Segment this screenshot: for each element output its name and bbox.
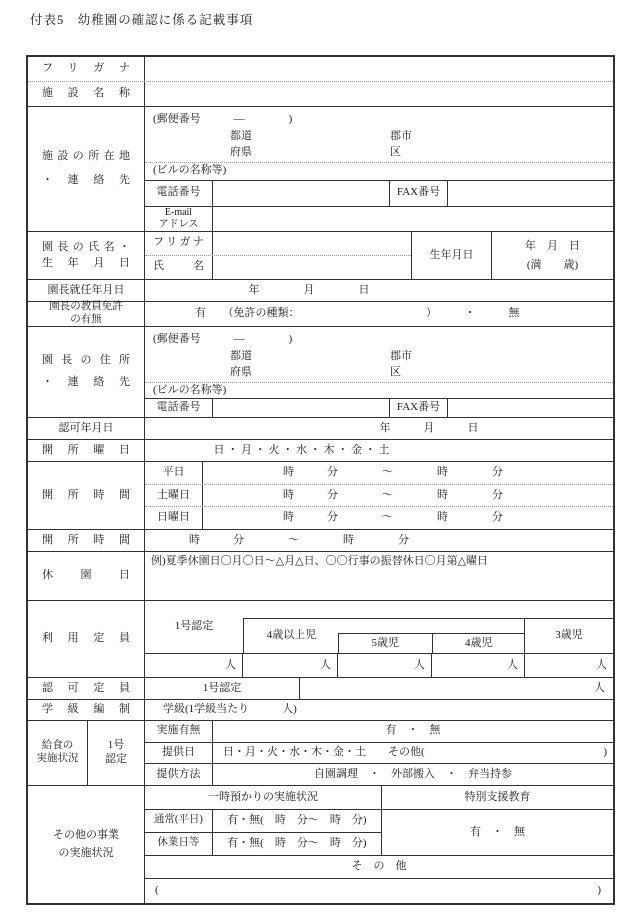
capacity-type1-count[interactable]: 人 [145, 654, 243, 678]
facility-building-cell[interactable]: (ビルの名称等) [145, 163, 613, 181]
director-furigana-input[interactable] [213, 232, 411, 255]
label-open-days: 開所曜日 [28, 440, 145, 461]
facility-fax-input[interactable] [448, 181, 613, 206]
director-fax-label: FAX番号 [390, 399, 448, 417]
open-days-input[interactable]: 日 ・ 月 ・ 火 ・ 水 ・ 木 ・ 金 ・ 土 [213, 443, 390, 456]
label-meal-type1: 1号 認定 [88, 721, 145, 785]
meal-days-input[interactable]: 日・月・火・水・木・金・土 その他( ) [223, 746, 607, 759]
capacity-type1-header: 1号認定 [174, 620, 214, 633]
open-hours-input[interactable]: 時 分 ～ 時 分 [189, 533, 409, 546]
row-director-appointment [28, 280, 613, 302]
facility-email-label: E-mail アドレス [145, 207, 213, 231]
other-input[interactable]: ( ) [155, 884, 601, 897]
label-director-appointment: 園長就任年月日 [28, 280, 145, 301]
label-teaching-license: 園長の教員免許 の有無 [28, 302, 145, 326]
facility-tel-label: 電話番号 [145, 181, 213, 206]
director-fax-input[interactable] [448, 399, 613, 417]
row-class-organization [28, 700, 613, 721]
capacity-age4-header: 4歳児 [465, 637, 493, 650]
facility-address-area[interactable] [145, 107, 613, 163]
director-building-cell[interactable]: (ビルの名称等) [145, 383, 613, 400]
director-birthdate-input[interactable]: 年 月 日 (満 歳) [525, 239, 580, 271]
director-name-input[interactable] [213, 256, 411, 279]
capacity-age5-header: 5歳児 [339, 634, 433, 654]
label-meal-service: 給食の 実施状況 [28, 721, 88, 785]
sunday-hours-input[interactable]: 時 分 ～ 時 分 [283, 511, 503, 524]
city-label: 郡市 区 [390, 130, 412, 158]
special-support-header: 特別支援教育 [464, 790, 531, 803]
furigana-input-cell[interactable] [145, 57, 613, 81]
approved-capacity-type1: 1号認定 [145, 678, 300, 699]
row-approved-capacity [28, 678, 613, 700]
teaching-license-input[interactable]: 有 （免許の種類： ） ・ 無 [195, 307, 520, 320]
class-organization-input[interactable]: 学級(1学級当たり 人) [163, 703, 297, 716]
row-open-days [28, 440, 613, 462]
capacity-age4plus-group [243, 618, 525, 653]
capacity-grid [145, 601, 613, 677]
capacity-age3-header: 3歳児 [525, 618, 613, 653]
block-facility-address [28, 107, 613, 232]
director-address-area[interactable] [145, 327, 613, 383]
approved-capacity-count[interactable]: 人 [594, 681, 605, 694]
label-class-organization: 学級編制 [28, 700, 145, 720]
facility-fax-label: FAX番号 [390, 181, 448, 206]
label-closed-days: 休園日 [28, 552, 145, 600]
weekday-label: 平日 [145, 462, 203, 484]
director-tel-label: 電話番号 [145, 399, 213, 417]
row-closed-days [28, 552, 613, 601]
director-birthdate-label: 生年月日 [412, 232, 492, 279]
normal-weekday-label: 通常(平日) [145, 810, 213, 832]
facility-name-input-cell[interactable] [145, 82, 613, 106]
director-name-label: 氏名 [145, 256, 213, 279]
approval-date-input[interactable]: 年 月 日 [379, 421, 479, 434]
holiday-input[interactable]: 有・無( 時 分～ 時 分) [227, 836, 367, 849]
facility-email-input[interactable] [213, 207, 613, 231]
kindergarten-form-table [26, 55, 615, 905]
label-furigana: フリガナ [28, 57, 145, 81]
label-approved-capacity: 認可定員 [28, 678, 145, 699]
director-tel-input[interactable] [213, 399, 390, 417]
prefecture-label: 都道 府県 [230, 130, 252, 158]
page-title: 付表5 幼稚園の確認に係る記載事項 [30, 13, 254, 27]
label-director-address: 園長の住所 ・連絡先 [28, 327, 145, 417]
normal-weekday-input[interactable]: 有・無( 時 分～ 時 分) [227, 813, 367, 826]
row-open-hours-single [28, 530, 613, 552]
block-open-hours [28, 462, 613, 530]
other-header: そ の 他 [145, 856, 613, 879]
row-furigana [28, 57, 613, 82]
director-furigana-label: フリガナ [145, 232, 213, 255]
block-meal-service [28, 721, 613, 786]
weekday-hours-input[interactable]: 時 分 ～ 時 分 [283, 465, 503, 478]
temporary-care-header: 一時預かりの実施状況 [145, 786, 382, 809]
special-support-input[interactable]: 有 ・ 無 [470, 825, 525, 838]
row-facility-name [28, 82, 613, 107]
capacity-age3-count[interactable]: 人 [596, 659, 607, 672]
row-teaching-license [28, 302, 613, 327]
saturday-label: 土曜日 [145, 485, 203, 507]
block-other-services [28, 786, 613, 903]
capacity-counts-row [145, 653, 613, 678]
label-facility-name: 施設名称 [28, 82, 145, 106]
label-open-hours: 開所時間 [28, 462, 145, 529]
meal-method-label: 提供方法 [145, 764, 213, 785]
label-open-hours-2: 開所時間 [28, 530, 145, 551]
block-director-name [28, 232, 613, 280]
facility-tel-input[interactable] [213, 181, 390, 206]
label-approval-date: 認可年月日 [28, 418, 145, 439]
holiday-label: 休業日等 [145, 833, 213, 855]
prefecture-label-2: 都道 府県 [230, 350, 252, 378]
row-approval-date [28, 418, 613, 440]
capacity-subheader-row [338, 633, 525, 654]
meal-method-input[interactable]: 自園調理 ・ 外部搬入 ・ 弁当持参 [314, 767, 512, 780]
sunday-label: 日曜日 [145, 507, 203, 529]
meal-days-label: 提供日 [145, 743, 213, 764]
closed-days-input[interactable]: 例)夏季休園日〇月〇日～△月△日、〇〇行事の振替休日〇月第△曜日 [151, 555, 489, 567]
label-other-services: その他の事業 の実施状況 [28, 786, 145, 903]
director-appointment-input[interactable]: 年 月 日 [248, 283, 370, 296]
postal-code-label-2: (郵便番号 ― ) [153, 333, 293, 345]
block-capacity [28, 601, 613, 678]
capacity-age4plus-header: 4歳以上児 [266, 629, 317, 642]
block-director-address [28, 327, 613, 418]
city-label-2: 郡市 区 [390, 350, 412, 378]
meal-implementation-input[interactable]: 有 ・ 無 [385, 724, 441, 737]
saturday-hours-input[interactable]: 時 分 ～ 時 分 [283, 488, 503, 501]
postal-code-label: (郵便番号 ― ) [153, 113, 293, 125]
label-director-name: 園長の氏名・ 生年月日 [28, 232, 145, 279]
label-capacity: 利用定員 [28, 601, 145, 677]
meal-implementation-label: 実施有無 [145, 721, 213, 742]
capacity-age4plus-count[interactable]: 人 [243, 654, 338, 678]
label-facility-address: 施設の所在地 ・連絡先 [28, 107, 145, 231]
capacity-age5-count[interactable]: 人 [338, 654, 432, 678]
capacity-age4-count[interactable]: 人 [432, 654, 525, 678]
